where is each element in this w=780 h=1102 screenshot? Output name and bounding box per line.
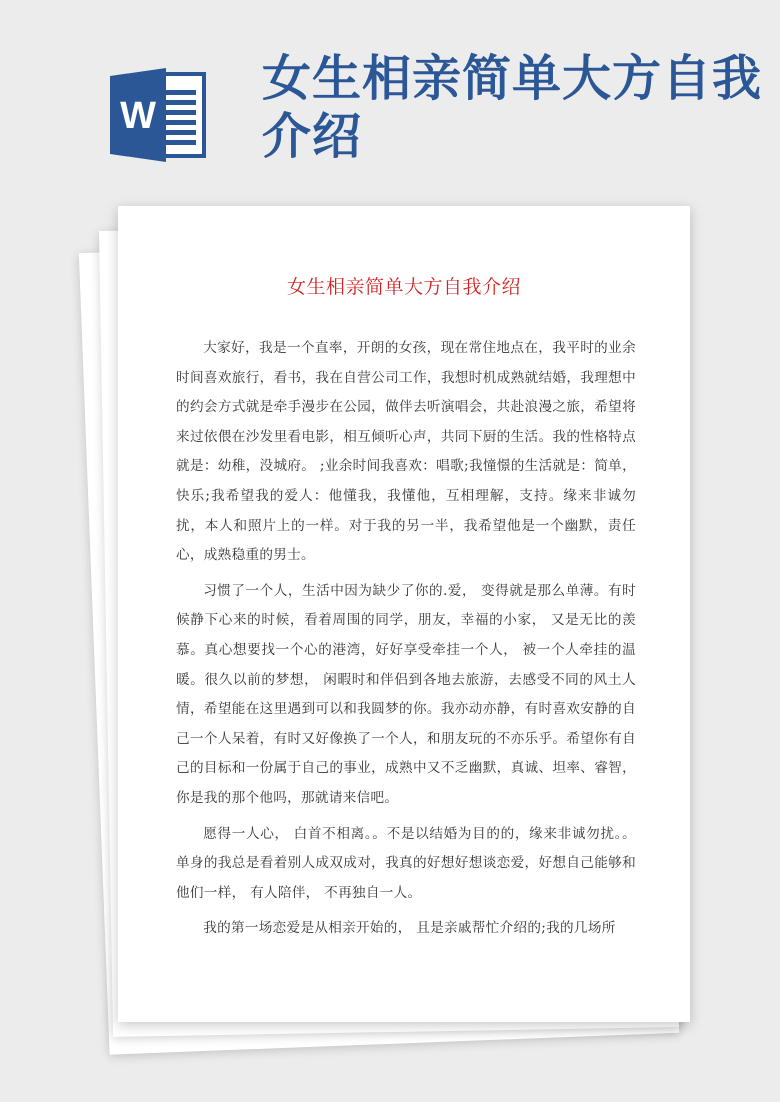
paragraph: 习惯了一个人，生活中因为缺少了你的.爱， 变得就是那么单薄。有时候静下心来的时候，看着周围的同学，朋友，幸福的小家， 又是无比的羡慕。真心想要找一个心的港湾，好好享受牵挂一个人， 被一个人牵挂的温暖。很久以前的梦想， 闲暇时和伴侣到各地去旅游，去感受不同的风土人情，希望能在这里遇到可以和我圆梦的你。我亦动亦静，有时喜欢安静的自己一个人呆着，有时又好像换了一个人，和朋友玩的不亦乐乎。希望你有自己的目标和一份属于自己的事业，成熟中又不乏幽默，真诚、坦率、睿智，你是我的那个他吗，那就请来信吧。 xyxy=(176,582,636,806)
document-page xyxy=(118,206,690,1022)
paragraph: 我的第一场恋爱是从相亲开始的， 且是亲戚帮忙介绍的;我的几场所 xyxy=(203,920,616,937)
document-title: 女生相亲简单大方自我介绍 xyxy=(286,276,521,298)
document-body xyxy=(176,334,636,950)
word-document-icon xyxy=(108,66,208,164)
word-icon-letter: W xyxy=(120,95,156,137)
page-title: 女生相亲简单大方自我介绍 xyxy=(262,50,763,165)
paragraph: 大家好，我是一个直率，开朗的女孩，现在常住地点在，我平时的业余时间喜欢旅行，看书，我在自营公司工作，我想时机成熟就结婚，我理想中的约会方式就是牵手漫步在公园，做伴去听演唱会，共赴浪漫之旅，希望将来过依偎在沙发里看电影，相互倾听心声，共同下厨的生活。我的性格特点就是：幼稚，没城府。 ;业余时间我喜欢：唱歌;我憧憬的生活就是：简单，快乐;我希望我的爱人：他懂我，我懂他，互相理解，支持。缘来非诚勿扰，本人和照片上的一样。对于我的另一半，我希望他是一个幽默，责任心，成熟稳重的男士。 xyxy=(176,340,636,564)
paragraph: 愿得一人心， 白首不相离。。不是以结婚为目的的，缘来非诚勿扰。。单身的我总是看着别人成双成对，我真的好想好想谈恋爱，好想自己能够和他们一样， 有人陪伴， 不再独自一人。 xyxy=(176,825,636,901)
